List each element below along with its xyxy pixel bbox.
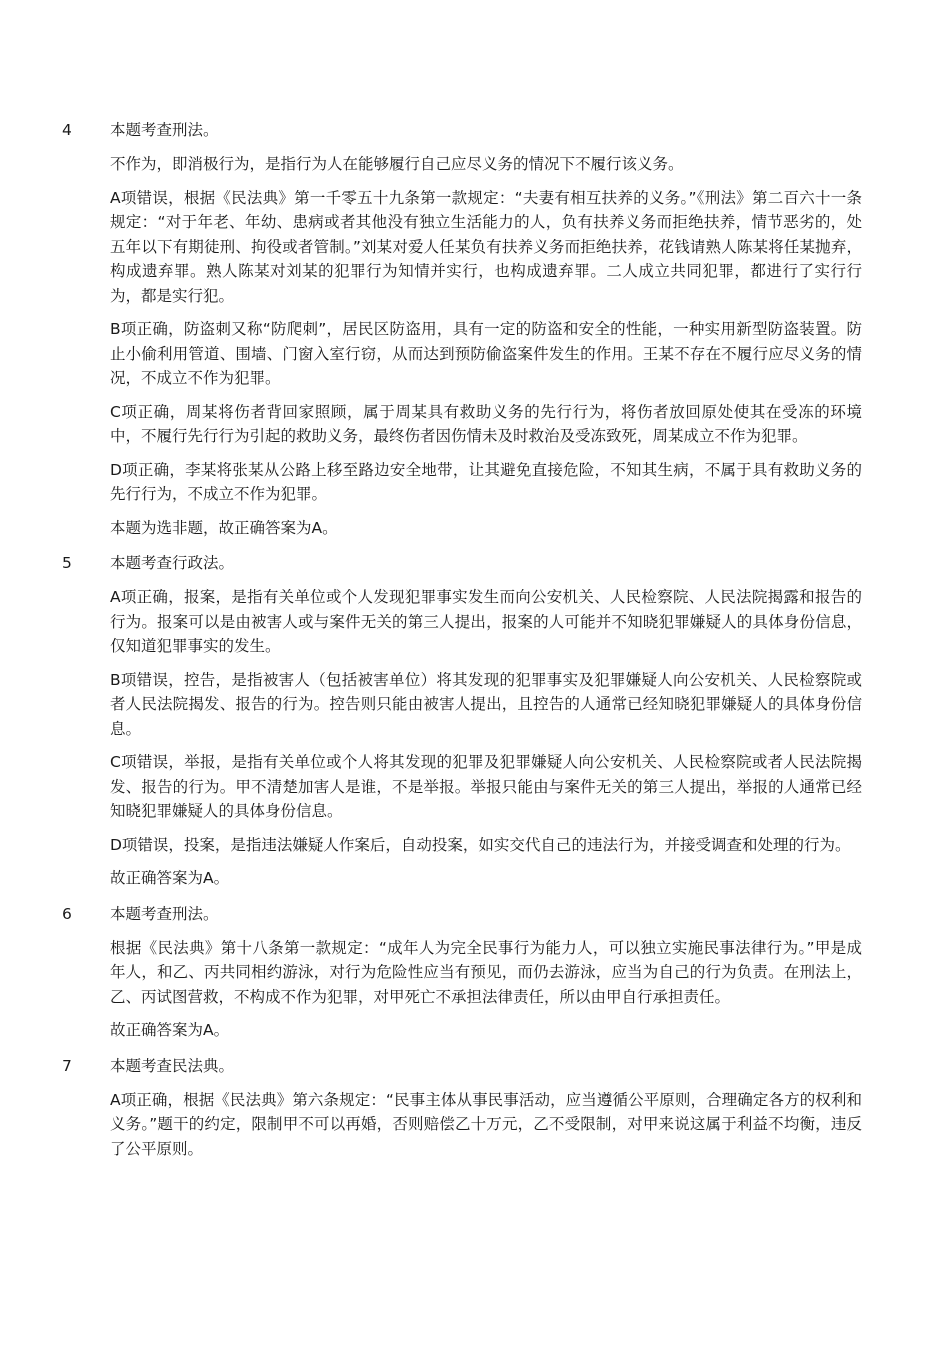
paragraph: 不作为，即消极行为，是指行为人在能够履行自己应尽义务的情况下不履行该义务。 [110,155,684,173]
item-number: 5 [62,554,72,572]
item-title: 本题考查刑法。 [110,121,219,139]
question-item-4 [0,116,950,540]
item-title: 本题考查刑法。 [110,904,219,923]
answer-conclusion: 本题为选非题，故正确答案为A。 [110,518,338,537]
item-header [0,900,950,928]
answer-conclusion: 故正确答案为A。 [110,1021,230,1039]
question-item-7 [0,1052,950,1162]
answer-conclusion: 故正确答案为A。 [110,869,230,887]
paragraph: A项正确，报案，是指有关单位或个人发现犯罪事实发生而向公安机关、人民检察院、人民法院揭露和报告的行为。报案可以是由被害人或与案件无关的第三人提出，报案的人可能并不知晓犯罪嫌疑人的具体身份信息，仅知道犯罪事实的发生。 [110,588,862,655]
question-item-6 [0,900,950,1043]
item-number: 6 [62,904,72,923]
paragraph: B项正确，防盗刺又称“防爬刺”，居民区防盗用，具有一定的防盗和安全的性能，一种实用新型防盗装置。防止小偷利用管道、围墙、门窗入室行窃，从而达到预防偷盗案件发生的作用。王某不存在不履行应尽义务的情况，不成立不作为犯罪。 [110,320,862,387]
item-header [0,116,950,144]
paragraph: D项错误，投案，是指违法嫌疑人作案后，自动投案，如实交代自己的违法行为，并接受调查和处理的行为。 [110,835,851,854]
item-number: 7 [62,1056,72,1075]
item-number: 4 [62,121,72,139]
question-item-5 [0,549,950,891]
paragraph: D项正确，李某将张某从公路上移至路边安全地带，让其避免直接危险，不知其生病，不属于具有救助义务的先行行为，不成立不作为犯罪。 [110,460,862,503]
item-header [0,549,950,577]
item-title: 本题考查行政法。 [110,554,235,572]
paragraph: C项错误，举报，是指有关单位或个人将其发现的犯罪及犯罪嫌疑人向公安机关、人民检察院或者人民法院揭发、报告的行为。甲不清楚加害人是谁，不是举报。举报只能由与案件无关的第三人提出，举报的人通常已经知晓犯罪嫌疑人的具体身份信息。 [110,753,862,820]
paragraph: B项错误，控告，是指被害人（包括被害单位）将其发现的犯罪事实及犯罪嫌疑人向公安机关、人民检察院或者人民法院揭发、报告的行为。控告则只能由被害人提出，且控告的人通常已经知晓犯罪嫌疑人的具体身份信息。 [110,670,862,738]
item-header [0,1052,950,1080]
paragraph: A项错误，根据《民法典》第一千零五十九条第一款规定：“夫妻有相互扶养的义务。”《刑法》第二百六十一条规定：“对于年老、年幼、患病或者其他没有独立生活能力的人，负有扶养义务而拒绝扶养，情节恶劣的，处五年以下有期徒刑、拘役或者管制。”刘某对爱人任某负有扶养义务而拒绝扶养，花钱请熟人陈某将任某抛弃，构成遗弃罪。熟人陈某对刘某的犯罪行为知情并实行，也构成遗弃罪。二人成立共同犯罪，都进行了实行行为，都是实行犯。 [110,188,862,305]
item-title: 本题考查民法典。 [110,1056,235,1075]
paragraph: A项正确，根据《民法典》第六条规定：“民事主体从事民事活动，应当遵循公平原则，合理确定各方的权利和义务。”题干的约定，限制甲不可以再婚，否则赔偿乙十万元，乙不受限制，对甲来说这属于利益不均衡，违反了公平原则。 [110,1090,862,1158]
paragraph: 根据《民法典》第十八条第一款规定：“成年人为完全民事行为能力人，可以独立实施民事法律行为。”甲是成年人，和乙、丙共同相约游泳，对行为危险性应当有预见，而仍去游泳，应当为自己的行为负责。在刑法上，乙、丙试图营救，不构成不作为犯罪，对甲死亡不承担法律责任，所以由甲自行承担责任。 [110,938,862,1006]
answer-explanations [0,116,950,1170]
paragraph: C项正确，周某将伤者背回家照顾，属于周某具有救助义务的先行行为，将伤者放回原处使其在受冻的环境中，不履行先行行为引起的救助义务，最终伤者因伤情未及时救治及受冻致死，周某成立不作为犯罪。 [110,402,862,445]
